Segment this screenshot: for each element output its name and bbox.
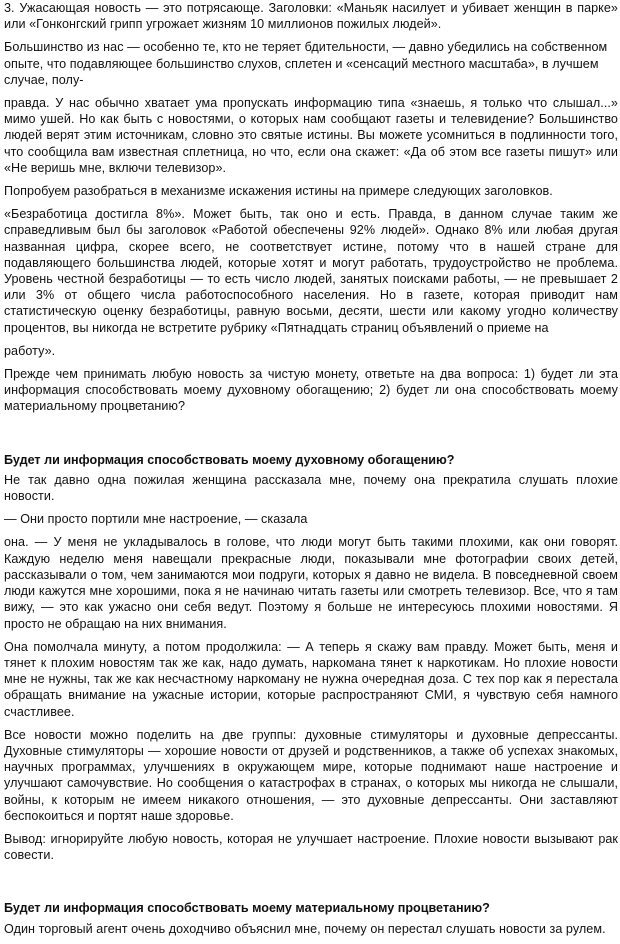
- document-body: [4, 0, 618, 944]
- paragraph-она-помолчала: Она помолчала минуту, а потом продолжила: — А теперь я скажу вам правду. Может быть, меня и тянет к плохим новостям так же как, надо думать, наркомана тянет к наркотикам. Но плохие новости мне не нужны, так же как несчастному наркоману не нужна очередная доза. С тех пор как я перестала обращать внимание на ужасные истории, которые распространяют СМИ, я чувствую себя намного счастливее.: [4, 639, 618, 719]
- paragraph-она-у-меня: она. — У меня не укладывалось в голове, что люди могут быть такими плохими, как они говорят. Каждую неделю меня навещали прекрасные люди, показывали мне фотографии своих детей, рассказывали о том, чем занимаются мои подруги, которых я давно не видела. В повседневной своем люди кажутся мне хорошими, пока я не начинаю читать газеты или смотреть телевизор. Все, что я там вижу, — это как ужасно они себя ведут. Поэтому я больше не интересуюсь плохими новостями. Я просто не обращаю на них внимания.: [4, 535, 618, 631]
- paragraph-ужасающая-новость: 3. Ужасающая новость — это потрясающе. Заголовки: «Маньяк насилует и убивает женщин в парке» или «Гонконгский грипп угрожает жизням 10 миллионов пожилых людей».: [4, 1, 618, 32]
- paragraph-торговый-агент: Один торговый агент очень доходчиво объяснил мне, почему он перестал слушать новости за рулем.: [4, 921, 606, 936]
- paragraph-портили-настроение: — Они просто портили мне настроение, — сказала: [4, 512, 308, 527]
- section-spacer: [4, 870, 618, 900]
- paragraph-вывод: Вывод: игнорируйте любую новость, которая не улучшает настроение. Плохие новости вызывают рак совести.: [4, 831, 618, 863]
- paragraph-все-новости: Все новости можно поделить на две группы: духовные стимуляторы и духовные депрессанты. Духовные стимуляторы — хорошие новости от друзей и родственников, а также об успехах знакомых, научных программах, улучшениях в окружающем мире, которые поднимают наше настроение и улучшают самочувствие. Но сообщения о катастрофах в странах, о которых мы никогда не слышали, войны, к которым не имеем никакого отношения, — это духовные депрессанты. Они заставляют беспокоиться и портят наше здоровье.: [4, 727, 618, 823]
- paragraph-безработица: «Безработица достигла 8%». Может быть, так оно и есть. Правда, в данном случае таким же справедливым был бы заголовок «Работой обеспечены 92% людей». Однако 8% или любая другая названная цифра, скорее всего, не соответствует истине, потому что в нашей стране для подавляющего большинства людей, которые хотят и могут работать, трудоустройство не проблема. Уровень честной безработицы — то есть число людей, занятых поисками работы, — не превышает 2 или 3% от общего числа работоспособного населения. Но в газете, которая приводит нам статистическую оценку безработицы, равную восьми, десяти, шести или какому угодно количеству процентов, вы никогда не встретите рубрику «Пятнадцать страниц объявлений о приеме на: [4, 207, 618, 335]
- paragraph-работу: работу».: [4, 343, 56, 358]
- paragraph-большинство-из-нас: Большинство из нас — особенно те, кто не теряет бдительности, — давно убедились на собственном опыте, что подавляющее большинство слухов, сплетен и «сенсаций местного масштаба», в лучшем случае, полу-: [4, 40, 608, 87]
- section-heading-material: Будет ли информация способствовать моему материальному процветанию?: [4, 901, 490, 916]
- paragraph-попробуем-разобраться: Попробуем разобраться в механизме искажения истины на примере следующих заголовков.: [4, 184, 553, 199]
- paragraph-прежде-чем: Прежде чем принимать любую новость за чистую монету, ответьте на два вопроса: 1) будет ли эта информация способствовать моему духовному обогащению; 2) будет ли она способствовать моему материальному процветанию?: [4, 367, 618, 414]
- paragraph-пожилая-женщина: Не так давно одна пожилая женщина рассказала мне, почему она прекратила слушать плохие новости.: [4, 472, 618, 504]
- section-heading-spiritual: Будет ли информация способствовать моему духовному обогащению?: [4, 452, 455, 467]
- paragraph-правда: правда. У нас обычно хватает ума пропускать информацию типа «знаешь, я только что слышал...» мимо ушей. Но как быть с новостями, о которых нам сообщают газеты и телевидение? Большинство людей верят этим источникам, словно это святые истины. Вы можете усомниться в подлинности того, что сообщила вам известная сплетница, но что, если она скажет: «Да об этом все газеты пишут» или «Не веришь мне, включи телевизор».: [4, 96, 618, 175]
- section-spacer: [4, 422, 618, 452]
